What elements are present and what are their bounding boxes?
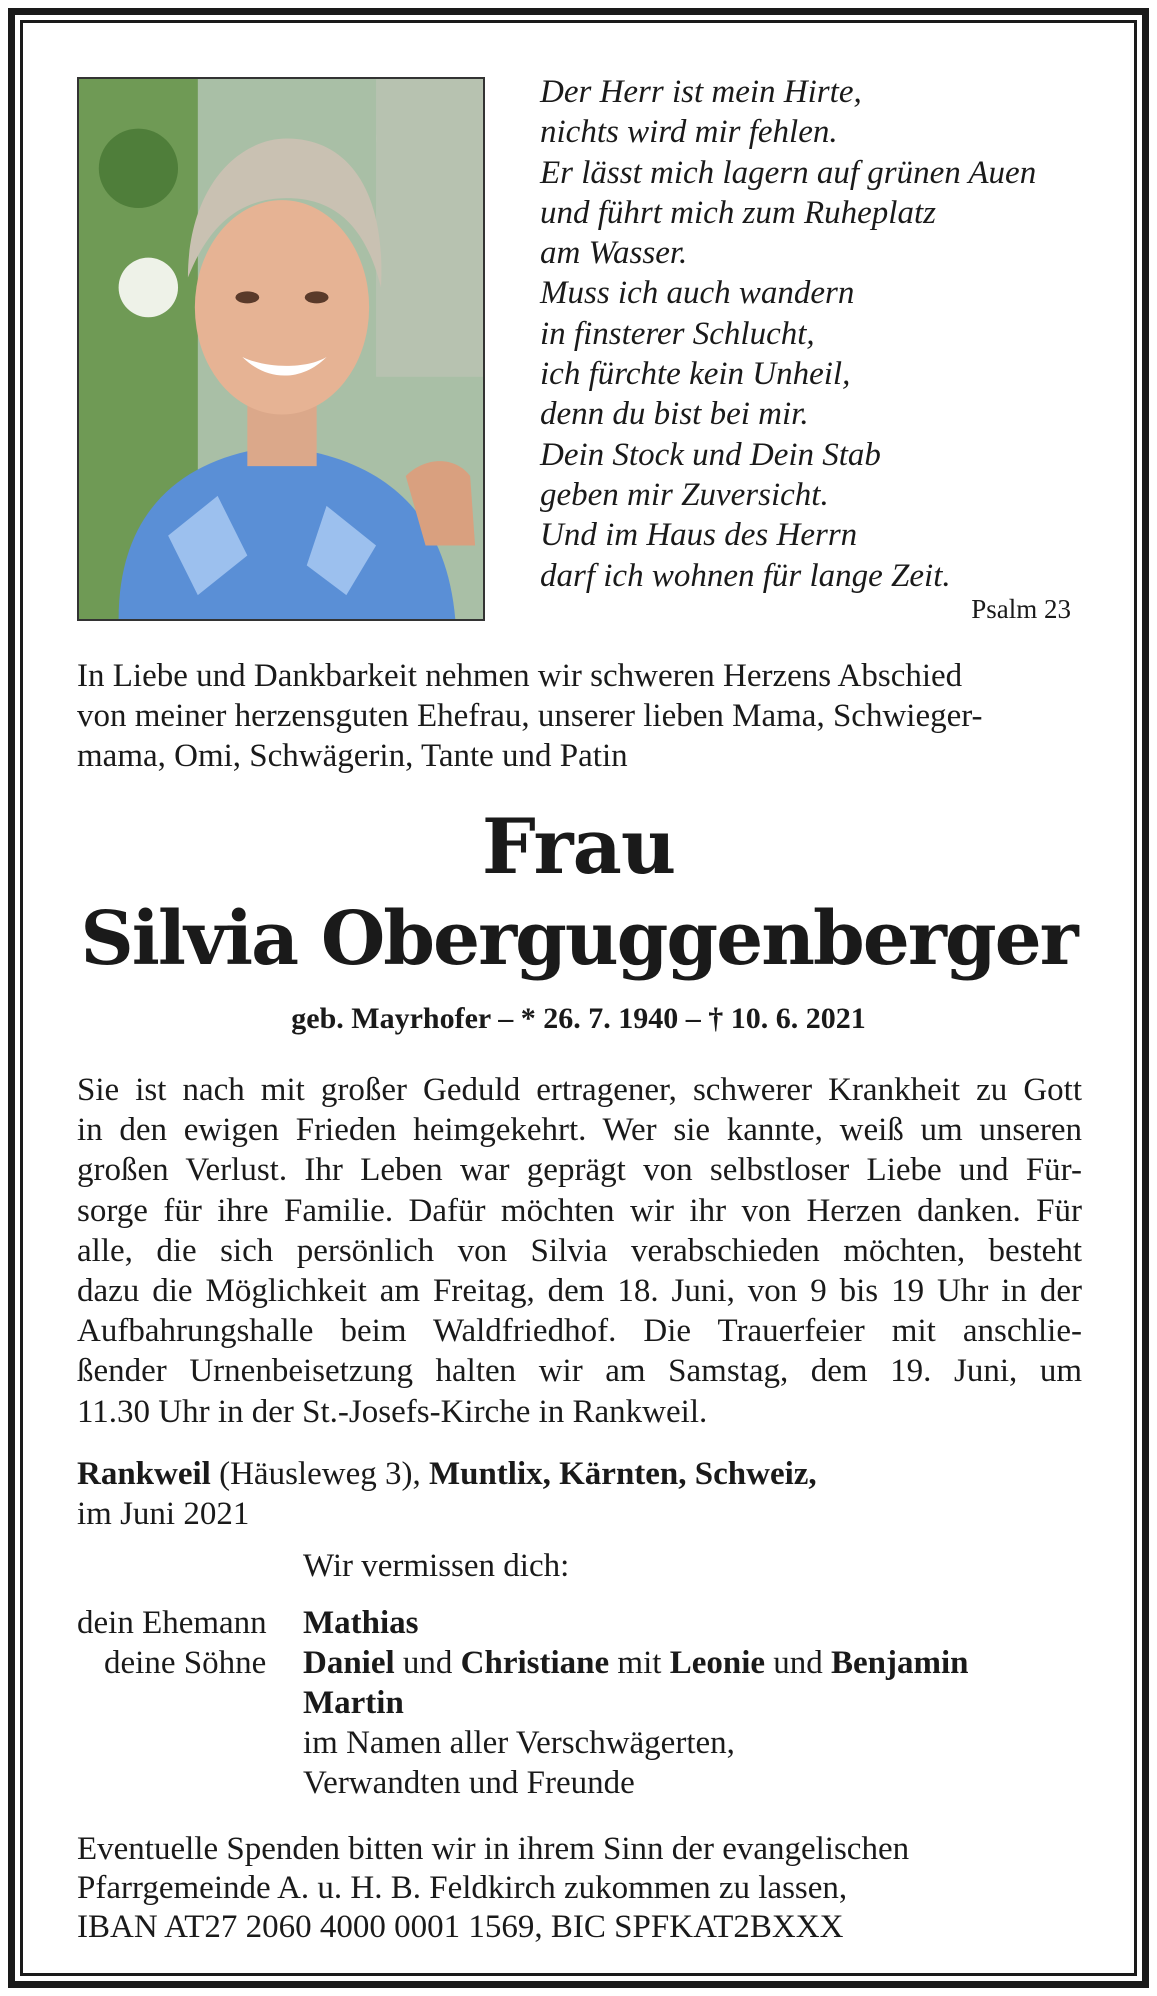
intro-line: mama, Omi, Schwägerin, Tante und Patin — [77, 738, 628, 774]
body-line: Sie ist nach mit großer Geduld ertragener, schwerer Krankheit zu Gott — [77, 1072, 1082, 1108]
mourner-row-closing2 — [77, 1763, 635, 1803]
place-date — [77, 1454, 817, 1534]
psalm-verse — [540, 72, 1100, 596]
body-line: ßender Urnenbeisetzung halten wir am Samstag, dem 19. Juni, um — [77, 1353, 1082, 1390]
body-line: alle, die sich persönlich von Silvia verabschieden möchten, besteht — [77, 1232, 1082, 1269]
intro-line: In Liebe und Dankbarkeit nehmen wir schweren Herzens Abschied — [77, 658, 963, 694]
body-line: Aufbahrungshalle beim Waldfriedhof. Die Trauerfeier mit anschlie- — [77, 1313, 1082, 1350]
husband-label: dein Ehemann — [77, 1605, 267, 1641]
body-line: 11.30 Uhr in der St.-Josefs-Kirche in Rankweil. — [77, 1393, 708, 1430]
connector: und — [765, 1645, 832, 1681]
body-line: sorge für ihre Familie. Dafür möchten wir ihr von Herzen danken. Für — [77, 1192, 1082, 1229]
sons-line — [303, 1643, 969, 1683]
donation-line: Eventuelle Spenden bitten wir in ihrem Sinn der evangelischen — [77, 1831, 910, 1867]
body-line: in den ewigen Frieden heimgekehrt. Wer sie kannte, weiß um unseren — [77, 1112, 1082, 1149]
grandchild-name: Leonie — [669, 1645, 766, 1681]
psalm-line: geben mir Zuversicht. — [540, 476, 829, 513]
mourners-heading: Wir vermissen dich: — [303, 1548, 570, 1584]
psalm-line: Dein Stock und Dein Stab — [540, 436, 881, 473]
sons-label: deine Söhne — [104, 1645, 267, 1681]
son-name: Daniel — [303, 1645, 395, 1681]
mourner-row-sons — [77, 1643, 969, 1683]
body-line: großen Verlust. Ihr Leben war geprägt von selbstloser Liebe und Für- — [77, 1152, 1082, 1189]
psalm-line: am Wasser. — [540, 235, 688, 272]
deceased-name: Silvia Oberguggenberger — [80, 896, 1077, 982]
life-dates: geb. Mayrhofer – * 26. 7. 1940 – † 10. 6. 2021 — [291, 1002, 866, 1035]
psalm-line: denn du bist bei mir. — [540, 396, 809, 433]
psalm-line: Er lässt mich lagern auf grünen Auen — [540, 154, 1037, 191]
donation-line: Pfarrgemeinde A. u. H. B. Feldkirch zukommen zu lassen, — [77, 1870, 848, 1906]
intro-line: von meiner herzensguten Ehefrau, unserer lieben Mama, Schwieger- — [77, 698, 983, 734]
psalm-line: in finsterer Schlucht, — [540, 315, 815, 352]
grandchild-name: Benjamin — [831, 1645, 969, 1681]
place-line — [77, 1454, 817, 1494]
psalm-line: nichts wird mir fehlen. — [540, 114, 838, 151]
partner-name: Christiane — [460, 1645, 610, 1681]
body-text — [77, 1070, 1082, 1432]
donation-note — [77, 1830, 1082, 1947]
psalm-line: Und im Haus des Herrn — [540, 517, 858, 554]
husband-name: Mathias — [303, 1605, 419, 1641]
closing-line: im Namen aller Verschwägerten, — [303, 1725, 735, 1761]
place-town: Rankweil — [77, 1456, 211, 1492]
psalm-line: Der Herr ist mein Hirte, — [540, 74, 862, 110]
son-name: Martin — [303, 1685, 404, 1721]
body-line: dazu die Möglichkeit am Freitag, dem 18. Juni, von 9 bis 19 Uhr in der — [77, 1273, 1082, 1310]
donation-line: IBAN AT27 2060 4000 0001 1569, BIC SPFKAT2BXXX — [77, 1909, 844, 1945]
place-date-line: im Juni 2021 — [77, 1496, 250, 1532]
intro-text — [77, 656, 1082, 776]
mourner-row-husband — [77, 1603, 419, 1643]
portrait-photo — [77, 77, 485, 621]
closing-line: Verwandten und Freunde — [303, 1765, 635, 1801]
place-others: Muntlix, Kärnten, Schweiz, — [428, 1456, 817, 1492]
mourner-row-closing1 — [77, 1723, 735, 1763]
psalm-line: Muss ich auch wandern — [540, 275, 855, 312]
psalm-line: und führt mich zum Ruheplatz — [540, 194, 936, 231]
mourners-list — [77, 1603, 969, 1803]
psalm-line: darf ich wohnen für lange Zeit. — [540, 557, 951, 594]
mourner-row-son2 — [77, 1683, 404, 1723]
connector: mit — [609, 1645, 670, 1681]
portrait-illustration — [79, 79, 483, 619]
psalm-reference: Psalm 23 — [971, 594, 1071, 624]
place-address: (Häusleweg 3), — [210, 1456, 429, 1492]
psalm-line: ich fürchte kein Unheil, — [540, 356, 851, 393]
salutation: Frau — [481, 802, 676, 891]
connector: und — [394, 1645, 461, 1681]
